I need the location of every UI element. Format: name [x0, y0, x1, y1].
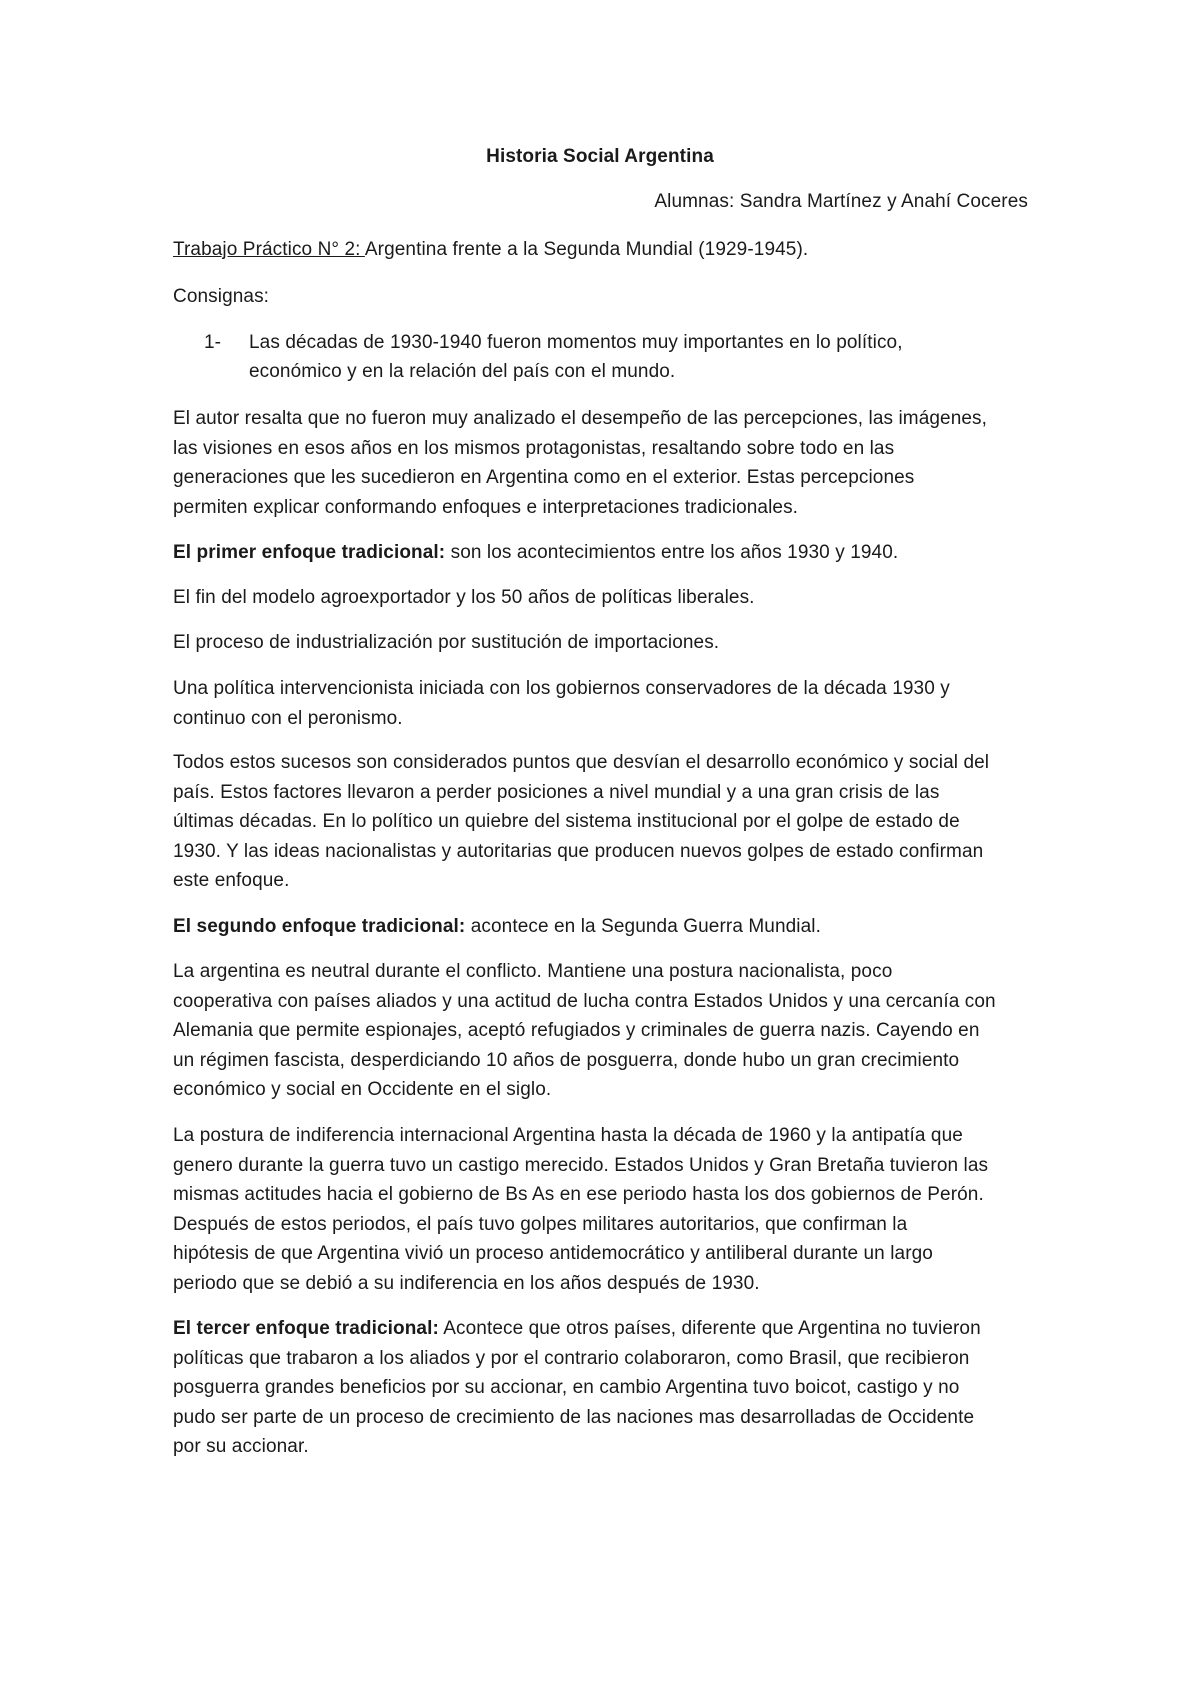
paragraph-line: genero durante la guerra tuvo un castigo merecido. Estados Unidos y Gran Bretaña tuvieron las [173, 1154, 989, 1176]
paragraph-line: hipótesis de que Argentina vivió un proceso antidemocrático y antiliberal durante un largo [173, 1243, 933, 1264]
paragraph-events [173, 748, 1043, 896]
first-approach-heading: El primer enfoque tradicional: [173, 542, 446, 563]
paragraph-line: cooperativa con países aliados y una actitud de lucha contra Estados Unidos y una cercanía con [173, 990, 996, 1012]
assignment-heading [173, 239, 808, 261]
paragraph-neutrality [173, 957, 1043, 1105]
paragraph-line: las visiones en esos años en los mismos protagonistas, resaltando sobre todo en las [173, 437, 895, 459]
assignment-topic: Argentina frente a la Segunda Mundial (1929-1945). [364, 239, 809, 260]
paragraph-line: económico y social en Occidente en el siglo. [173, 1079, 552, 1100]
paragraph-line: mismas actitudes hacia el gobierno de Bs As en ese periodo hasta los dos gobiernos de Perón. [173, 1184, 984, 1205]
paragraph-line: El autor resalta que no fueron muy analizado el desempeño de las percepciones, las imágenes, [173, 408, 988, 429]
paragraph-line: generaciones que les sucedieron en Argentina como en el exterior. Estas percepciones [173, 467, 915, 488]
assignment-label: Trabajo Práctico N° 2: [173, 239, 365, 260]
paragraph-line: Una política intervencionista iniciada con los gobiernos conservadores de la década 1930 y [173, 678, 950, 699]
paragraph-indifference [173, 1121, 1043, 1298]
paragraph-industrialization [173, 628, 1043, 658]
paragraph-line: este enfoque. [173, 870, 290, 891]
paragraph-line: últimas décadas. En lo político un quiebre del sistema institucional por el golpe de estado de [173, 811, 960, 832]
paragraph-line: continuo con el peronismo. [173, 707, 403, 729]
paragraph-line: El fin del modelo agroexportador y los 50 años de políticas liberales. [173, 587, 755, 608]
paragraph-line: El proceso de industrialización por sustitución de importaciones. [173, 632, 720, 653]
paragraph-line: políticas que trabaron a los aliados y por el contrario colaboraron, como Brasil, que recibieron [173, 1347, 970, 1369]
list-item-line: Las décadas de 1930-1940 fueron momentos muy importantes en lo político, [249, 332, 903, 353]
paragraph-line: por su accionar. [173, 1436, 309, 1457]
paragraph-line: La postura de indiferencia internacional Argentina hasta la década de 1960 y la antipatía que [173, 1125, 963, 1146]
paragraph-interventionism [173, 674, 1043, 733]
paragraph-line: 1930. Y las ideas nacionalistas y autoritarias que producen nuevos golpes de estado confirman [173, 840, 984, 862]
paragraph-line: Alemania que permite espionajes, aceptó refugiados y criminales de guerra nazis. Cayendo en [173, 1020, 980, 1041]
second-approach-heading: El segundo enfoque tradicional: [173, 916, 466, 937]
consignas-label: Consignas: [173, 286, 270, 307]
list-item-line: económico y en la relación del país con el mundo. [249, 361, 676, 382]
paragraph-line: permiten explicar conformando enfoques e interpretaciones tradicionales. [173, 496, 799, 518]
paragraph-line: Todos estos sucesos son considerados puntos que desvían el desarrollo económico y social del [173, 752, 990, 773]
paragraph-third-approach [173, 1314, 1043, 1462]
paragraph-agroexport [173, 583, 1043, 613]
paragraph-first-approach [173, 538, 1043, 568]
paragraph-intro [173, 404, 1043, 522]
paragraph-line: Después de estos periodos, el país tuvo golpes militares autoritarios, que confirman la [173, 1213, 908, 1235]
paragraph-second-approach [173, 912, 1043, 942]
paragraph-line: periodo que se debió a su indiferencia en los años después de 1930. [173, 1272, 760, 1294]
second-approach-text: acontece en la Segunda Guerra Mundial. [465, 916, 821, 937]
paragraph-line: un régimen fascista, desperdiciando 10 años de posguerra, donde hubo un gran crecimiento [173, 1049, 960, 1071]
authors-line: Alumnas: Sandra Martínez y Anahí Coceres [654, 191, 1028, 212]
third-approach-heading: El tercer enfoque tradicional: [173, 1318, 439, 1339]
paragraph-line: pudo ser parte de un proceso de crecimiento de las naciones mas desarrolladas de Occidente [173, 1406, 975, 1428]
paragraph-line: posguerra grandes beneficios por su accionar, en cambio Argentina tuvo boicot, castigo y no [173, 1377, 960, 1398]
third-approach-text: Acontece que otros países, diferente que Argentina no tuvieron [438, 1318, 981, 1339]
document-title: Historia Social Argentina [486, 146, 714, 167]
list-item-number: 1- [204, 332, 222, 353]
paragraph-line: La argentina es neutral durante el conflicto. Mantiene una postura nacionalista, poco [173, 961, 893, 982]
first-approach-text: son los acontecimientos entre los años 1930 y 1940. [445, 542, 899, 563]
paragraph-line: país. Estos factores llevaron a perder posiciones a nivel mundial y a una gran crisis de las [173, 781, 940, 803]
